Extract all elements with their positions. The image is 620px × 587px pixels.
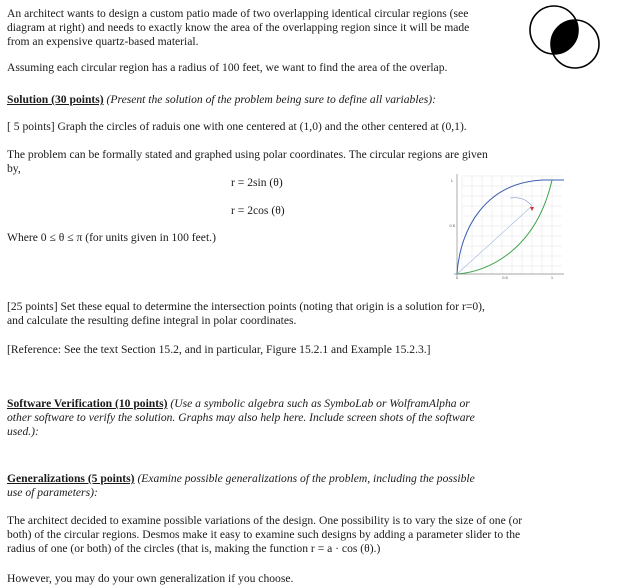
tick-y-mid: 0.5 (449, 223, 455, 228)
stated-line-2: by, (7, 162, 21, 175)
part1-text: [ 5 points] Graph the circles of raduis one with one centered at (1,0) and the other centered at (0,1). (7, 120, 467, 133)
generalizations-heading: Generalizations (5 points) (7, 472, 135, 485)
tick-x-origin: 0 (455, 275, 459, 280)
graph-grid (462, 176, 562, 274)
green-curve (457, 180, 552, 274)
solution-instruction: (Present the solution of the problem being sure to define all variables): (106, 93, 436, 106)
solution-heading: Solution (30 points) (7, 93, 104, 106)
tick-y-top: 1 (450, 178, 453, 183)
generalizations-body-3: radius of one (or both) of the circles (that is, making the function r = a · cos (θ).) (7, 542, 381, 555)
intro-line-3: from an expensive quartz-based material. (7, 35, 199, 48)
equation-sin: r = 2sin (θ) (231, 176, 283, 189)
assumption-text: Assuming each circular region has a radius of 100 feet, we want to find the area of the overlap. (7, 61, 448, 74)
generalizations-body-1: The architect decided to examine possible variations of the design. One possibility is to vary the size of one (or (7, 514, 523, 527)
overlap-circles-diagram (525, 3, 615, 73)
where-text: Where 0 ≤ θ ≤ π (for units given in 100 feet.) (7, 231, 216, 244)
angle-arc (510, 198, 532, 206)
tick-x-end: 1 (550, 275, 554, 280)
generalizations-line-2: use of parameters): (7, 486, 98, 499)
intro-line-2: diagram at right) and needs to exactly know the area of the overlapping region since it will be made (7, 21, 470, 34)
reference-text: [Reference: See the text Section 15.2, and in particular, Figure 15.2.1 and Example 15.2.3.] (7, 343, 431, 356)
generalizations-body-2: both) of the circular regions. Desmos make it easy to examine such designs by adding a parameter slider to the (7, 528, 521, 541)
part2-line-2: and calculate the resulting define integral in polar coordinates. (7, 314, 297, 327)
software-heading: Software Verification (10 points) (7, 397, 168, 410)
software-line-3: used.): (7, 425, 39, 438)
generalizations-line-1: (Examine possible generalizations of the problem, including the possible (137, 472, 475, 485)
intro-line-1: An architect wants to design a custom patio made of two overlapping identical circular regions (see (7, 7, 469, 20)
equation-cos: r = 2cos (θ) (231, 204, 285, 217)
software-line-2: other software to verify the solution. Graphs may also help here. Include screen shots of the software (7, 411, 475, 424)
software-line-1: (Use a symbolic algebra such as SymboLab or WolframAlpha or (170, 397, 470, 410)
tick-x-mid: 0.5 (502, 275, 508, 280)
intersection-marker (530, 207, 534, 211)
closing-text: However, you may do your own generalization if you choose. (7, 572, 294, 585)
part2-line-1: [25 points] Set these equal to determine the intersection points (noting that origin is a solution for r=0), (7, 300, 485, 313)
polar-graph (448, 168, 568, 280)
stated-line-1: The problem can be formally stated and graphed using polar coordinates. The circular regions are given (7, 148, 488, 161)
